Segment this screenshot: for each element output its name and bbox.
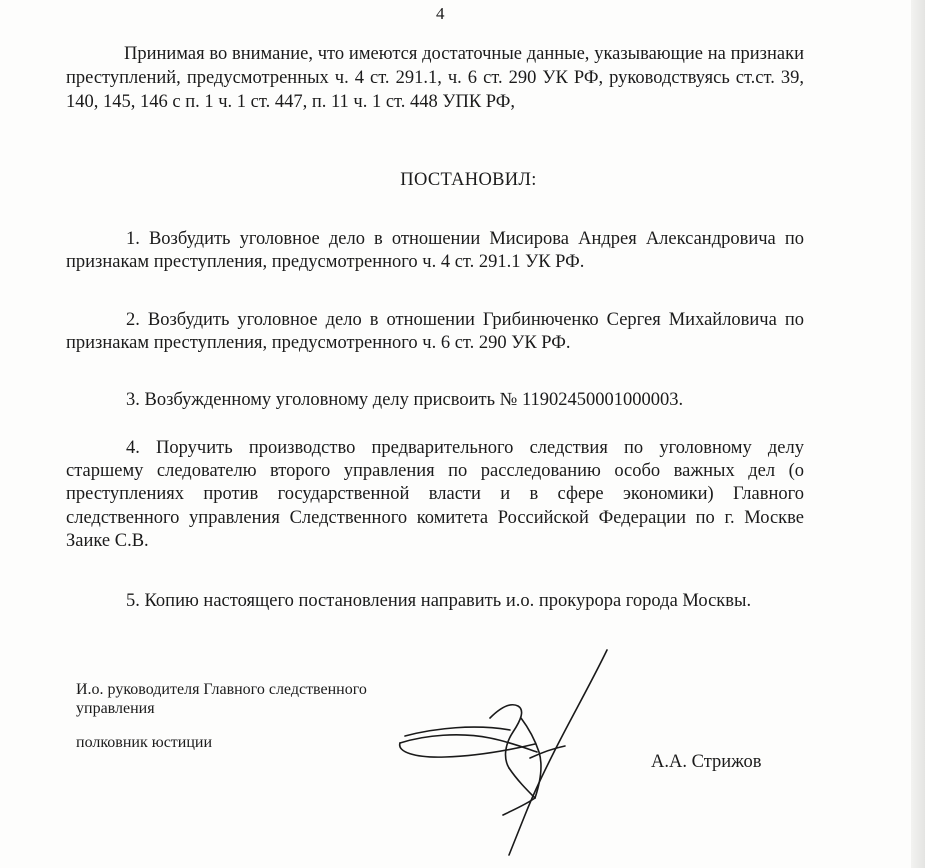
resolution-item-2: 2. Возбудить уголовное дело в отношении Грибинюченко Сергея Михайловича по признакам преступления, предусмотренного ч. 6 ст. 290 УК РФ.: [66, 310, 804, 354]
signatory-name: А.А. Стрижов: [651, 752, 762, 772]
resolution-item-3: 3. Возбужденному уголовному делу присвоить № 11902450001000003.: [126, 390, 684, 410]
page-number: 4: [436, 4, 445, 23]
signatory-title: И.о. руководителя Главного следственного управления: [76, 681, 367, 717]
resolution-item-5: 5. Копию настоящего постановления направить и.о. прокурора города Москвы.: [126, 591, 752, 611]
resolution-item-4: 4. Поручить производство предварительного следствия по уголовному делу старшему следователю второго управления по расследованию особо важных дел (о преступлениях против государственной власти и в сфере экономики) Главного следственного управления Следственного комитета Российской Федерации по г. Москве Заике С.В.: [66, 438, 804, 551]
signatory-rank: полковник юстиции: [76, 734, 213, 751]
intro-paragraph: Принимая во внимание, что имеются достаточные данные, указывающие на признаки преступлений, предусмотренных ч. 4 ст. 291.1, ч. 6 ст. 290 УК РФ, руководствуясь ст.ст. 39, 140, 145, 146 с п. 1 ч. 1 ст. 447, п. 11 ч. 1 ст. 448 УПК РФ,: [66, 44, 804, 112]
resolution-item-1: 1. Возбудить уголовное дело в отношении Мисирова Андрея Александровича по признакам преступления, предусмотренного ч. 4 ст. 291.1 УК РФ.: [66, 229, 804, 273]
resolution-heading: ПОСТАНОВИЛ:: [400, 170, 537, 190]
handwritten-signature: [385, 640, 645, 860]
page-edge-shadow: [911, 0, 925, 868]
